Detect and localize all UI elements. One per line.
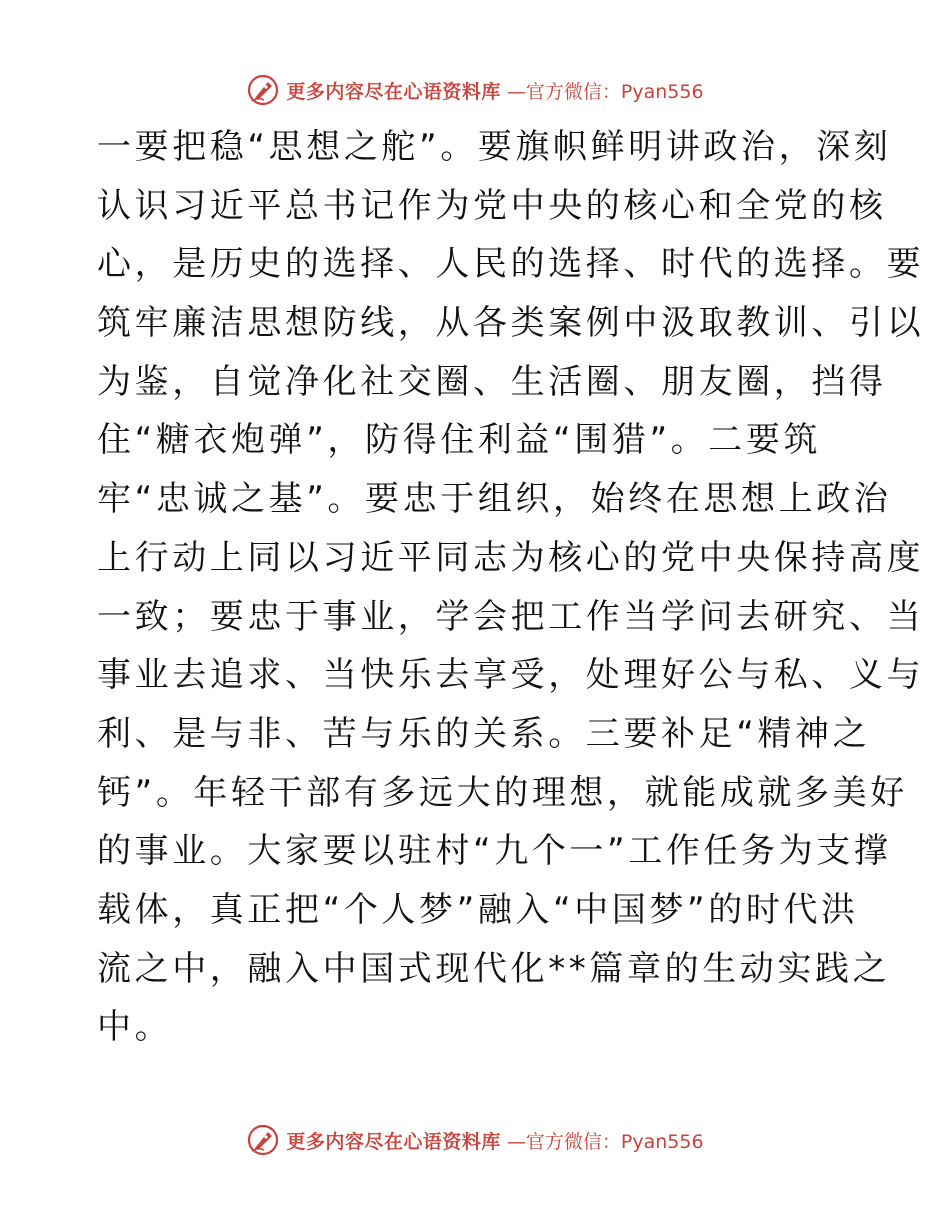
footer-watermark-banner xyxy=(0,1118,950,1162)
body-line: 为鉴，自觉净化社交圈、生活圈、朋友圈，挡得 xyxy=(97,361,887,402)
body-line: 的事业。大家要以驻村“九个一”工作任务为支撑 xyxy=(97,831,892,872)
pen-nib-logo-icon xyxy=(246,1123,280,1157)
pen-nib-logo-icon xyxy=(246,73,280,107)
body-line: 一要把稳“思想之舵”。要旗帜鲜明讲政治，深刻 xyxy=(97,127,892,167)
body-line: 中。 xyxy=(97,1007,173,1048)
body-line: 流之中，融入中国式现代化**篇章的生动实践之 xyxy=(97,948,891,989)
body-line: 筑牢廉洁思想防线，从各类案例中汲取教训、引以 xyxy=(97,303,925,344)
body-line: 一致；要忠于事业，学会把工作当学问去研究、当 xyxy=(97,596,925,637)
body-line: 心，是历史的选择、人民的选择、时代的选择。要 xyxy=(97,244,925,285)
watermark-brand-text: 更多内容尽在心语资料库 xyxy=(286,1130,501,1153)
watermark-contact-text: —官方微信：Pyan556 xyxy=(506,1130,704,1153)
header-watermark-banner xyxy=(0,68,950,112)
body-line: 上行动上同以习近平同志为核心的党中央保持高度 xyxy=(97,537,925,578)
body-line: 住“糖衣炮弹”，防得住利益“围猎”。二要筑 xyxy=(97,420,822,461)
body-line: 认识习近平总书记作为党中央的核心和全党的核 xyxy=(97,185,887,226)
body-line: 利、是与非、苦与乐的关系。三要补足“精神之 xyxy=(97,713,871,754)
body-line: 载体，真正把“个人梦”融入“中国梦”的时代洪 xyxy=(97,889,859,930)
watermark-contact-text: —官方微信：Pyan556 xyxy=(506,80,704,103)
body-line: 牢“忠诚之基”。要忠于组织，始终在思想上政治 xyxy=(97,479,892,520)
body-line: 钙”。年轻干部有多远大的理想，就能成就多美好 xyxy=(97,772,908,813)
body-line: 事业去追求、当快乐去享受，处理好公与私、义与 xyxy=(97,655,925,696)
watermark-brand-text: 更多内容尽在心语资料库 xyxy=(286,80,501,103)
document-body xyxy=(97,118,925,1057)
